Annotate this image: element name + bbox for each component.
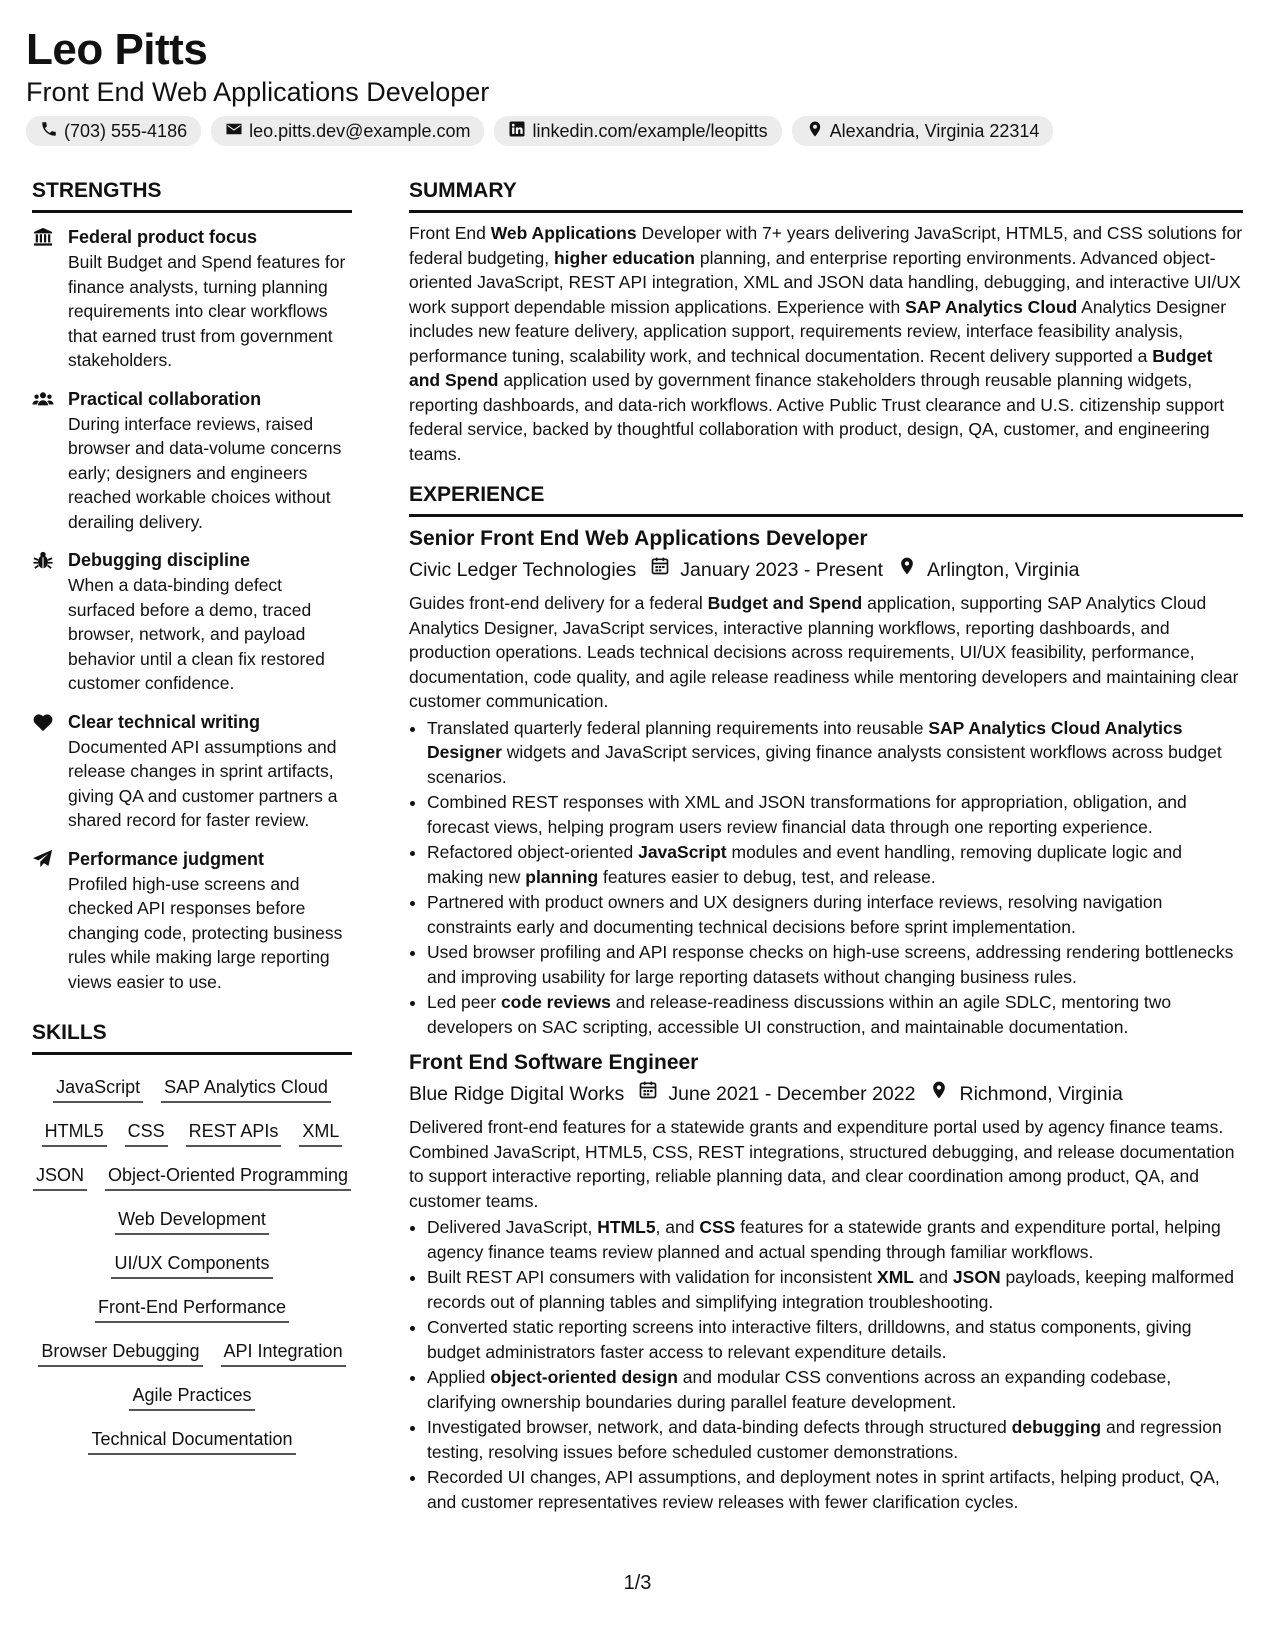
strength-description: Built Budget and Spend features for finance analysts, turning planning requirements into clear workflows that earned trust from government stakeholders. bbox=[68, 252, 346, 370]
emphasis-text: SAP Analytics Cloud Analytics Designer bbox=[427, 717, 1183, 762]
bullet-item: • Converted static reporting screens into interactive filters, drilldowns, and status components, giving budget administrators faster access to relevant expenditure details. bbox=[427, 1315, 1243, 1364]
company-name: Civic Ledger Technologies bbox=[409, 559, 637, 581]
landmark-icon bbox=[32, 225, 56, 373]
emphasis-text: HTML5 bbox=[597, 1217, 656, 1237]
bullet-item: • Delivered JavaScript, HTML5, and CSS features for a statewide grants and expenditure portal, helping agency finance teams review planned and actual spending through familiar workflows. bbox=[427, 1215, 1243, 1264]
location-pin-icon bbox=[897, 555, 917, 585]
bullet-item: • Translated quarterly federal planning requirements into reusable SAP Analytics Cloud Analytics Designer widgets and JavaScript services, giving finance analysts consistent workflows across budget scenarios. bbox=[427, 716, 1243, 790]
strength-description: During interface reviews, raised browser and data-volume concerns early; designers and engineers reached workable choices without derailing delivery. bbox=[68, 413, 342, 532]
strength-description: Profiled high-use screens and checked API responses before changing code, protecting business rules while making large reporting views easier to use. bbox=[68, 873, 343, 992]
experience-heading: EXPERIENCE bbox=[409, 482, 1243, 517]
bullet-item: • Used browser profiling and API response checks on high-use screens, addressing rendering bottlenecks and improving usability for large reporting datasets without changing business rules. bbox=[427, 940, 1243, 989]
resume-header bbox=[26, 24, 1256, 146]
job-title: Front End Software Engineer bbox=[409, 1051, 699, 1074]
strength-description: When a data-binding defect surfaced before a demo, traced browser, network, and payload behavior until a clean fix restored customer confidence. bbox=[68, 575, 325, 693]
bullet-item: • Built REST API consumers with validation for inconsistent XML and JSON payloads, keeping malformed records out of planning tables and simplifying integration troubleshooting. bbox=[427, 1265, 1243, 1314]
emphasis-text: code reviews bbox=[500, 992, 611, 1012]
emphasis-text: object-oriented design bbox=[490, 1367, 678, 1387]
candidate-name: Leo Pitts bbox=[26, 25, 208, 74]
left-column bbox=[32, 178, 352, 1455]
strength-item bbox=[32, 225, 352, 373]
strength-title: Federal product focus bbox=[68, 227, 258, 247]
page-number: 1/3 bbox=[623, 1572, 652, 1594]
contact-text: linkedin.com/example/leopitts bbox=[532, 120, 768, 141]
job-description: Guides front-end delivery for a federal Budget and Spend application, supporting SAP Analytics Cloud Analytics Designer, JavaScript services, interactive planning workflows, reporting dashboards, and production operations. Leads technical decisions across requirements, UI/UX feasibility, performance, documentation, code quality, and agile release readiness while mentoring developers and maintaining clear customer communication. bbox=[409, 593, 1239, 711]
candidate-title: Front End Web Applications Developer bbox=[26, 77, 490, 107]
emphasis-text: Budget and Spend bbox=[409, 345, 1213, 390]
skill-tag: REST APIs bbox=[186, 1119, 282, 1147]
bullet-item: • Recorded UI changes, API assumptions, and deployment notes in sprint artifacts, helping product, QA, and customer representatives review releases with fewer clarification cycles. bbox=[427, 1465, 1243, 1514]
skill-tag: CSS bbox=[125, 1119, 168, 1147]
job-bullets bbox=[409, 716, 1243, 1040]
bug-icon bbox=[32, 548, 56, 696]
experience-section bbox=[409, 482, 1243, 1514]
contact-text: (703) 555-4186 bbox=[64, 120, 188, 141]
users-icon bbox=[32, 387, 56, 535]
location-pin-icon bbox=[806, 120, 824, 143]
strength-title: Clear technical writing bbox=[68, 711, 261, 732]
envelope-icon bbox=[225, 120, 243, 143]
contact-text: leo.pitts.dev@example.com bbox=[249, 120, 471, 141]
right-column bbox=[409, 178, 1243, 1515]
skill-tag: SAP Analytics Cloud bbox=[161, 1075, 331, 1103]
job-title: Senior Front End Web Applications Developer bbox=[409, 527, 868, 550]
skill-tag: API Integration bbox=[221, 1339, 346, 1367]
job-location: Arlington, Virginia bbox=[926, 559, 1080, 581]
contact-bar bbox=[26, 116, 1256, 146]
emphasis-text: Web Applications bbox=[490, 223, 637, 243]
emphasis-text: planning bbox=[525, 866, 599, 887]
job-entry bbox=[409, 525, 1243, 1039]
linkedin-icon bbox=[508, 120, 526, 143]
job-location: Richmond, Virginia bbox=[959, 1083, 1123, 1105]
job-dates: June 2021 - December 2022 bbox=[668, 1083, 916, 1105]
strength-item bbox=[32, 548, 352, 696]
skill-tag: XML bbox=[299, 1119, 342, 1147]
skill-tag: Object-Oriented Programming bbox=[105, 1163, 351, 1191]
skill-tag: Agile Practices bbox=[129, 1383, 254, 1411]
bullet-item: • Investigated browser, network, and data-binding defects through structured debugging and regression testing, resolving issues before scheduled customer demonstrations. bbox=[427, 1415, 1243, 1464]
summary-heading: SUMMARY bbox=[409, 178, 1243, 213]
bullet-item: • Led peer code reviews and release-readiness discussions within an agile SDLC, mentoring two developers on SAC scripting, accessible UI construction, and maintainable documentation. bbox=[427, 990, 1243, 1039]
skill-tag: Technical Documentation bbox=[88, 1427, 295, 1455]
contact-text: Alexandria, Virginia 22314 bbox=[829, 120, 1040, 141]
emphasis-text: debugging bbox=[1011, 1417, 1102, 1437]
location-pin-icon bbox=[929, 1079, 949, 1109]
emphasis-text: higher education bbox=[553, 247, 695, 268]
phone-icon bbox=[40, 120, 58, 143]
company-name: Blue Ridge Digital Works bbox=[409, 1083, 625, 1105]
skill-tag: JSON bbox=[33, 1163, 87, 1191]
strength-item bbox=[32, 710, 352, 833]
skills-heading: SKILLS bbox=[32, 1020, 352, 1055]
job-entry bbox=[409, 1049, 1243, 1514]
contact-linkedin[interactable] bbox=[494, 116, 781, 146]
skill-tag: Browser Debugging bbox=[38, 1339, 202, 1367]
bullet-item: • Combined REST responses with XML and JSON transformations for appropriation, obligation, and forecast views, helping program users review financial data through one reporting experience. bbox=[427, 790, 1243, 839]
job-bullets bbox=[409, 1215, 1243, 1514]
heart-icon bbox=[32, 710, 56, 833]
job-meta bbox=[409, 555, 1243, 585]
skill-tag: JavaScript bbox=[53, 1075, 143, 1103]
strength-item bbox=[32, 387, 352, 535]
strength-item bbox=[32, 847, 352, 995]
skill-tag: HTML5 bbox=[42, 1119, 107, 1147]
contact-phone[interactable] bbox=[26, 116, 201, 146]
emphasis-text: CSS bbox=[699, 1217, 736, 1237]
bullet-item: • Partnered with product owners and UX designers during interface reviews, resolving navigation constraints early and documenting technical decisions before sprint implementation. bbox=[427, 890, 1243, 939]
emphasis-text: XML bbox=[877, 1267, 914, 1287]
job-description: Delivered front-end features for a statewide grants and expenditure portal used by agency finance teams. Combined JavaScript, HTML5, CSS, REST integrations, structured debugging, and release documentation to support interactive reporting, reliable planning data, and clear coordination among product, QA, and customer teams. bbox=[409, 1117, 1235, 1211]
bullet-item: • Applied object-oriented design and modular CSS conventions across an expanding codebase, clarifying ownership boundaries during parallel feature development. bbox=[427, 1365, 1243, 1414]
bullet-item: • Refactored object-oriented JavaScript modules and event handling, removing duplicate logic and making new planning features easier to debug, test, and release. bbox=[427, 840, 1243, 889]
skill-tag: Web Development bbox=[115, 1207, 269, 1235]
skills-list bbox=[32, 1063, 352, 1455]
strength-description: Documented API assumptions and release changes in sprint artifacts, giving QA and customer partners a shared record for faster review. bbox=[68, 736, 338, 830]
paper-plane-icon bbox=[32, 847, 56, 995]
skill-tag: Front-End Performance bbox=[95, 1295, 289, 1323]
emphasis-text: SAP Analytics Cloud bbox=[905, 296, 1078, 317]
emphasis-text: JSON bbox=[952, 1267, 1001, 1287]
emphasis-text: Budget and Spend bbox=[707, 593, 863, 613]
strength-title: Debugging discipline bbox=[68, 550, 251, 570]
summary-text: Front End Web Applications Developer with 7+ years delivering JavaScript, HTML5, and CSS solutions for federal budgeting, higher education planning, and enterprise reporting environments. Advanced object-oriented JavaScript, REST API integration, XML and JSON data handling, debugging, and interactive UI/UX work support dependable mission applications. Experience with SAP Analytics Cloud Analytics Designer includes new feature delivery, application support, requirements review, interface feasibility analysis, performance tuning, scalability work, and technical documentation. Recent delivery supported a Budget and Spend application used by government finance stakeholders through reusable planning widgets, reporting dashboards, and data-rich workflows. Active Public Trust clearance and U.S. citizenship support federal service, backed by thoughtful collaboration with product, design, QA, customer, and engineering teams. bbox=[409, 223, 1243, 464]
calendar-icon bbox=[650, 555, 670, 585]
strengths-heading: STRENGTHS bbox=[32, 178, 352, 213]
strength-title: Practical collaboration bbox=[68, 388, 262, 409]
emphasis-text: JavaScript bbox=[638, 842, 727, 862]
contact-location[interactable] bbox=[792, 116, 1054, 146]
calendar-icon bbox=[638, 1079, 658, 1109]
job-dates: January 2023 - Present bbox=[680, 559, 883, 581]
job-meta bbox=[409, 1079, 1243, 1109]
skill-tag: UI/UX Components bbox=[111, 1251, 272, 1279]
strength-title: Performance judgment bbox=[68, 848, 265, 869]
contact-email[interactable] bbox=[211, 116, 484, 146]
